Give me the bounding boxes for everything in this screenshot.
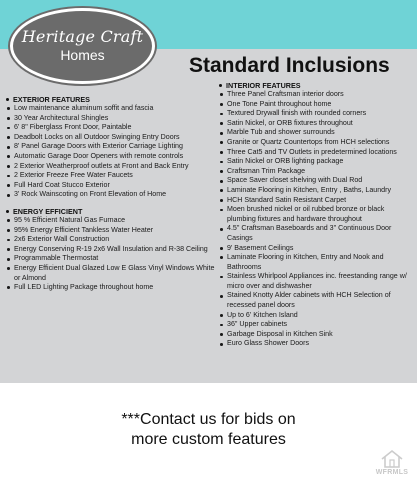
cta-line-2: more custom features [131,431,286,448]
energy-item: 2x6 Exterior Wall Construction [6,235,216,245]
exterior-list [6,104,216,200]
wfrmls-watermark [373,440,411,476]
exterior-item: 2 Exterior Weatherproof outlets at Front and Back Entry [6,162,216,172]
interior-item: Laminate Flooring in Kitchen, Entry , Baths, Laundry [219,186,414,196]
energy-heading [6,207,216,216]
bullet-icon [219,84,222,87]
exterior-item: Low maintenance aluminum soffit and fascia [6,104,216,114]
exterior-item: 6' 8" Fiberglass Front Door, Paintable [6,123,216,133]
page-title: Standard Inclusions [189,54,390,77]
interior-item: 36" Upper cabinets [219,320,414,330]
exterior-item: Full Hard Coat Stucco Exterior [6,181,216,191]
interior-item: Satin Nickel or ORB lighting package [219,157,414,167]
exterior-item: 2 Exterior Freeze Free Water Faucets [6,171,216,181]
energy-heading-text: ENERGY EFFICIENT [13,206,83,216]
contact-call-to-action [0,410,417,450]
energy-item: Energy Efficient Dual Glazed Low E Glass Vinyl Windows White or Almond [6,264,216,283]
energy-item: 95% Energy Efficient Tankless Water Heater [6,226,216,236]
interior-item: Stained Knotty Alder cabinets with HCH Selection of recessed panel doors [219,291,414,310]
interior-item: Euro Glass Shower Doors [219,339,414,349]
house-icon [380,449,404,469]
interior-item: Stainless Whirlpool Appliances inc. freestanding range w/ micro over and dishwasher [219,272,414,291]
cta-line-1: ***Contact us for bids on [121,411,296,428]
interior-item: Three Cat5 and TV Outlets in predetermined locations [219,148,414,158]
energy-item: Energy Conserving R-19 2x6 Wall Insulation and R-38 Ceiling [6,245,216,255]
exterior-item: Automatic Garage Door Openers with remote controls [6,152,216,162]
energy-item: Programmable Thermostat [6,254,216,264]
exterior-item: 30 Year Architectural Shingles [6,114,216,124]
interior-item: Craftsman Trim Package [219,167,414,177]
bullet-icon [6,210,9,213]
interior-item: Laminate Flooring in Kitchen, Entry and Nook and Bathrooms [219,253,414,272]
exterior-heading [6,95,216,104]
interior-item: 9' Basement Ceilings [219,244,414,254]
energy-item: 95 % Efficient Natural Gas Furnace [6,216,216,226]
exterior-heading-text: EXTERIOR FEATURES [13,95,90,104]
interior-heading [219,81,414,90]
left-column [6,95,216,293]
energy-list [6,216,216,293]
logo-name: Heritage Craft [21,26,144,46]
interior-item: Satin Nickel, or ORB fixtures throughout [219,119,414,129]
interior-item: Garbage Disposal in Kitchen Sink [219,330,414,340]
interior-item: Three Panel Craftsman interior doors [219,90,414,100]
interior-item: Space Saver closet shelving with Dual Rod [219,176,414,186]
interior-item: One Tone Paint throughout home [219,100,414,110]
energy-item: Full LED Lighting Package throughout home [6,283,216,293]
interior-item: Moen brushed nickel or oil rubbed bronze or black plumbing fixtures and hardware throughout [219,205,414,224]
logo-sub: Homes [60,46,105,63]
interior-item: Up to 6' Kitchen Island [219,311,414,321]
interior-item: Marble Tub and shower surrounds [219,128,414,138]
interior-item: Granite or Quartz Countertops from HCH selections [219,138,414,148]
exterior-item: Deadbolt Locks on all Outdoor Swinging Entry Doors [6,133,216,143]
heritage-craft-logo [10,8,155,84]
exterior-item: 8' Panel Garage Doors with Exterior Carriage Lighting [6,142,216,152]
watermark-text: WFRMLS [375,469,409,476]
interior-item: HCH Standard Satin Resistant Carpet [219,196,414,206]
interior-list [219,90,414,349]
bullet-icon [6,98,9,101]
interior-item: 4.5" Craftsman Baseboards and 3" Continuous Door Casings [219,224,414,243]
exterior-item: 3' Rock Wainscoting on Front Elevation of Home [6,190,216,200]
interior-heading-text: INTERIOR FEATURES [226,81,301,90]
right-column [219,81,414,349]
interior-item: Textured Drywall finish with rounded corners [219,109,414,119]
